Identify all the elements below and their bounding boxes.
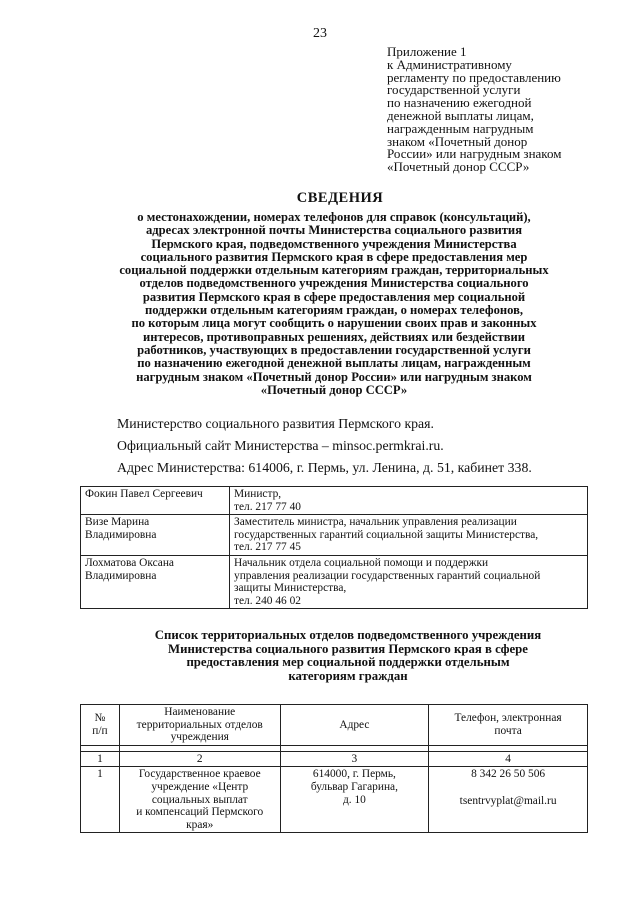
column-number: 4 (429, 751, 588, 767)
subheading-line: развития Пермского края в сфере предоставления мер социальной (142, 289, 526, 304)
appendix-line: России» или нагрудным знаком (387, 146, 562, 162)
appendix-line: регламенту по предоставлению (387, 69, 561, 85)
column-header-number: № п/п (81, 705, 120, 746)
staff-role: Министр, тел. 217 77 40 (230, 487, 588, 515)
column-number: 1 (81, 751, 120, 767)
staff-role: Заместитель министра, начальник управления реализации государственных гарантий социальной защиты Министерства, тел. 217 77 45 (230, 515, 588, 556)
ministry-address: Адрес Министерства: 614006, г. Пермь, ул. Ленина, д. 51, кабинет 338. (117, 460, 532, 475)
subheading-line: социальной поддержки отдельным категориям граждан, территориальных (119, 263, 549, 278)
column-number: 2 (119, 751, 280, 767)
document-heading: СВЕДЕНИЯ (296, 190, 384, 206)
ministry-website: Официальный сайт Министерства – minsoc.permkrai.ru. (117, 438, 444, 453)
column-header-name: Наименование территориальных отделов учреждения (119, 705, 280, 746)
appendix-line: награжденным нагрудным (387, 120, 534, 136)
subheading-line: поддержки отдельным категориям граждан, о номерах телефонов, (144, 303, 524, 318)
office-name: Государственное краевое учреждение «Центр социальных выплат и компенсаций Пермского края» (119, 767, 280, 833)
table-row (81, 515, 588, 556)
subheading-line: социального развития Пермского края в сфере предоставления мер (140, 249, 528, 264)
table-column-numbers-row (81, 751, 588, 767)
column-header-contacts: Телефон, электронная почта (429, 705, 588, 746)
table-row (81, 767, 588, 833)
subheading-line: Пермского края, подведомственного учреждения Министерства (151, 236, 517, 251)
offices-list-title: Список территориальных отделов подведомственного учреждения Министерства социального развития Пермского края в сфере предоставления мер социальной поддержки отдельным категориям граждан (154, 628, 542, 683)
office-contacts (429, 767, 588, 833)
subheading-line: интересов, противоправных решениях, действиях или бездействии (142, 329, 526, 344)
staff-name: Лохматова Оксана Владимировна (81, 555, 230, 608)
table-header-row (81, 705, 588, 746)
table-row (81, 487, 588, 515)
appendix-line: к Административному (387, 56, 512, 72)
column-header-address: Адрес (280, 705, 429, 746)
subheading-line: по которым лица могут сообщить о нарушении своих прав и законных (131, 316, 537, 331)
office-phone: 8 342 26 50 506 (471, 768, 546, 781)
subheading-line: по назначению ежегодной денежной выплаты лицам, награжденным (137, 356, 531, 371)
appendix-line: Приложение 1 (387, 44, 467, 59)
appendix-note (387, 46, 637, 174)
staff-role: Начальник отдела социальной помощи и поддержки управления реализации государственных гарантий социальной защиты Министерства, тел. 240 46 02 (230, 555, 588, 608)
subheading-line: о местонахождении, номерах телефонов для справок (консультаций), (137, 210, 531, 224)
subheading-line: «Почетный донор СССР» (260, 382, 408, 397)
subheading-line: отделов подведомственного учреждения Министерства социального (139, 276, 529, 291)
appendix-line: «Почетный донор СССР» (387, 159, 530, 175)
appendix-line: денежной выплаты лицам, (387, 107, 534, 123)
office-number: 1 (81, 767, 120, 833)
appendix-line: государственной услуги (387, 82, 521, 98)
office-email: tsentrvyplat@mail.ru (459, 794, 557, 807)
column-number: 3 (280, 751, 429, 767)
appendix-line: знаком «Почетный донор (387, 133, 528, 149)
offices-table (80, 704, 588, 833)
document-subheading (76, 211, 592, 397)
subheading-line: нагрудным знаком «Почетный донор России» или нагрудным знаком (136, 369, 532, 384)
page-number: 23 (313, 26, 327, 41)
staff-name: Фокин Павел Сергеевич (81, 487, 230, 515)
appendix-line: по назначению ежегодной (387, 95, 532, 111)
ministry-name: Министерство социального развития Пермского края. (117, 416, 434, 431)
table-row (81, 555, 588, 608)
subheading-line: работников, участвующих в предоставлении государственной услуги (137, 342, 531, 357)
subheading-line: адресах электронной почты Министерства социального развития (145, 223, 523, 238)
office-address: 614000, г. Пермь, бульвар Гагарина, д. 10 (280, 767, 429, 833)
staff-table (80, 486, 588, 609)
staff-name: Визе Марина Владимировна (81, 515, 230, 556)
